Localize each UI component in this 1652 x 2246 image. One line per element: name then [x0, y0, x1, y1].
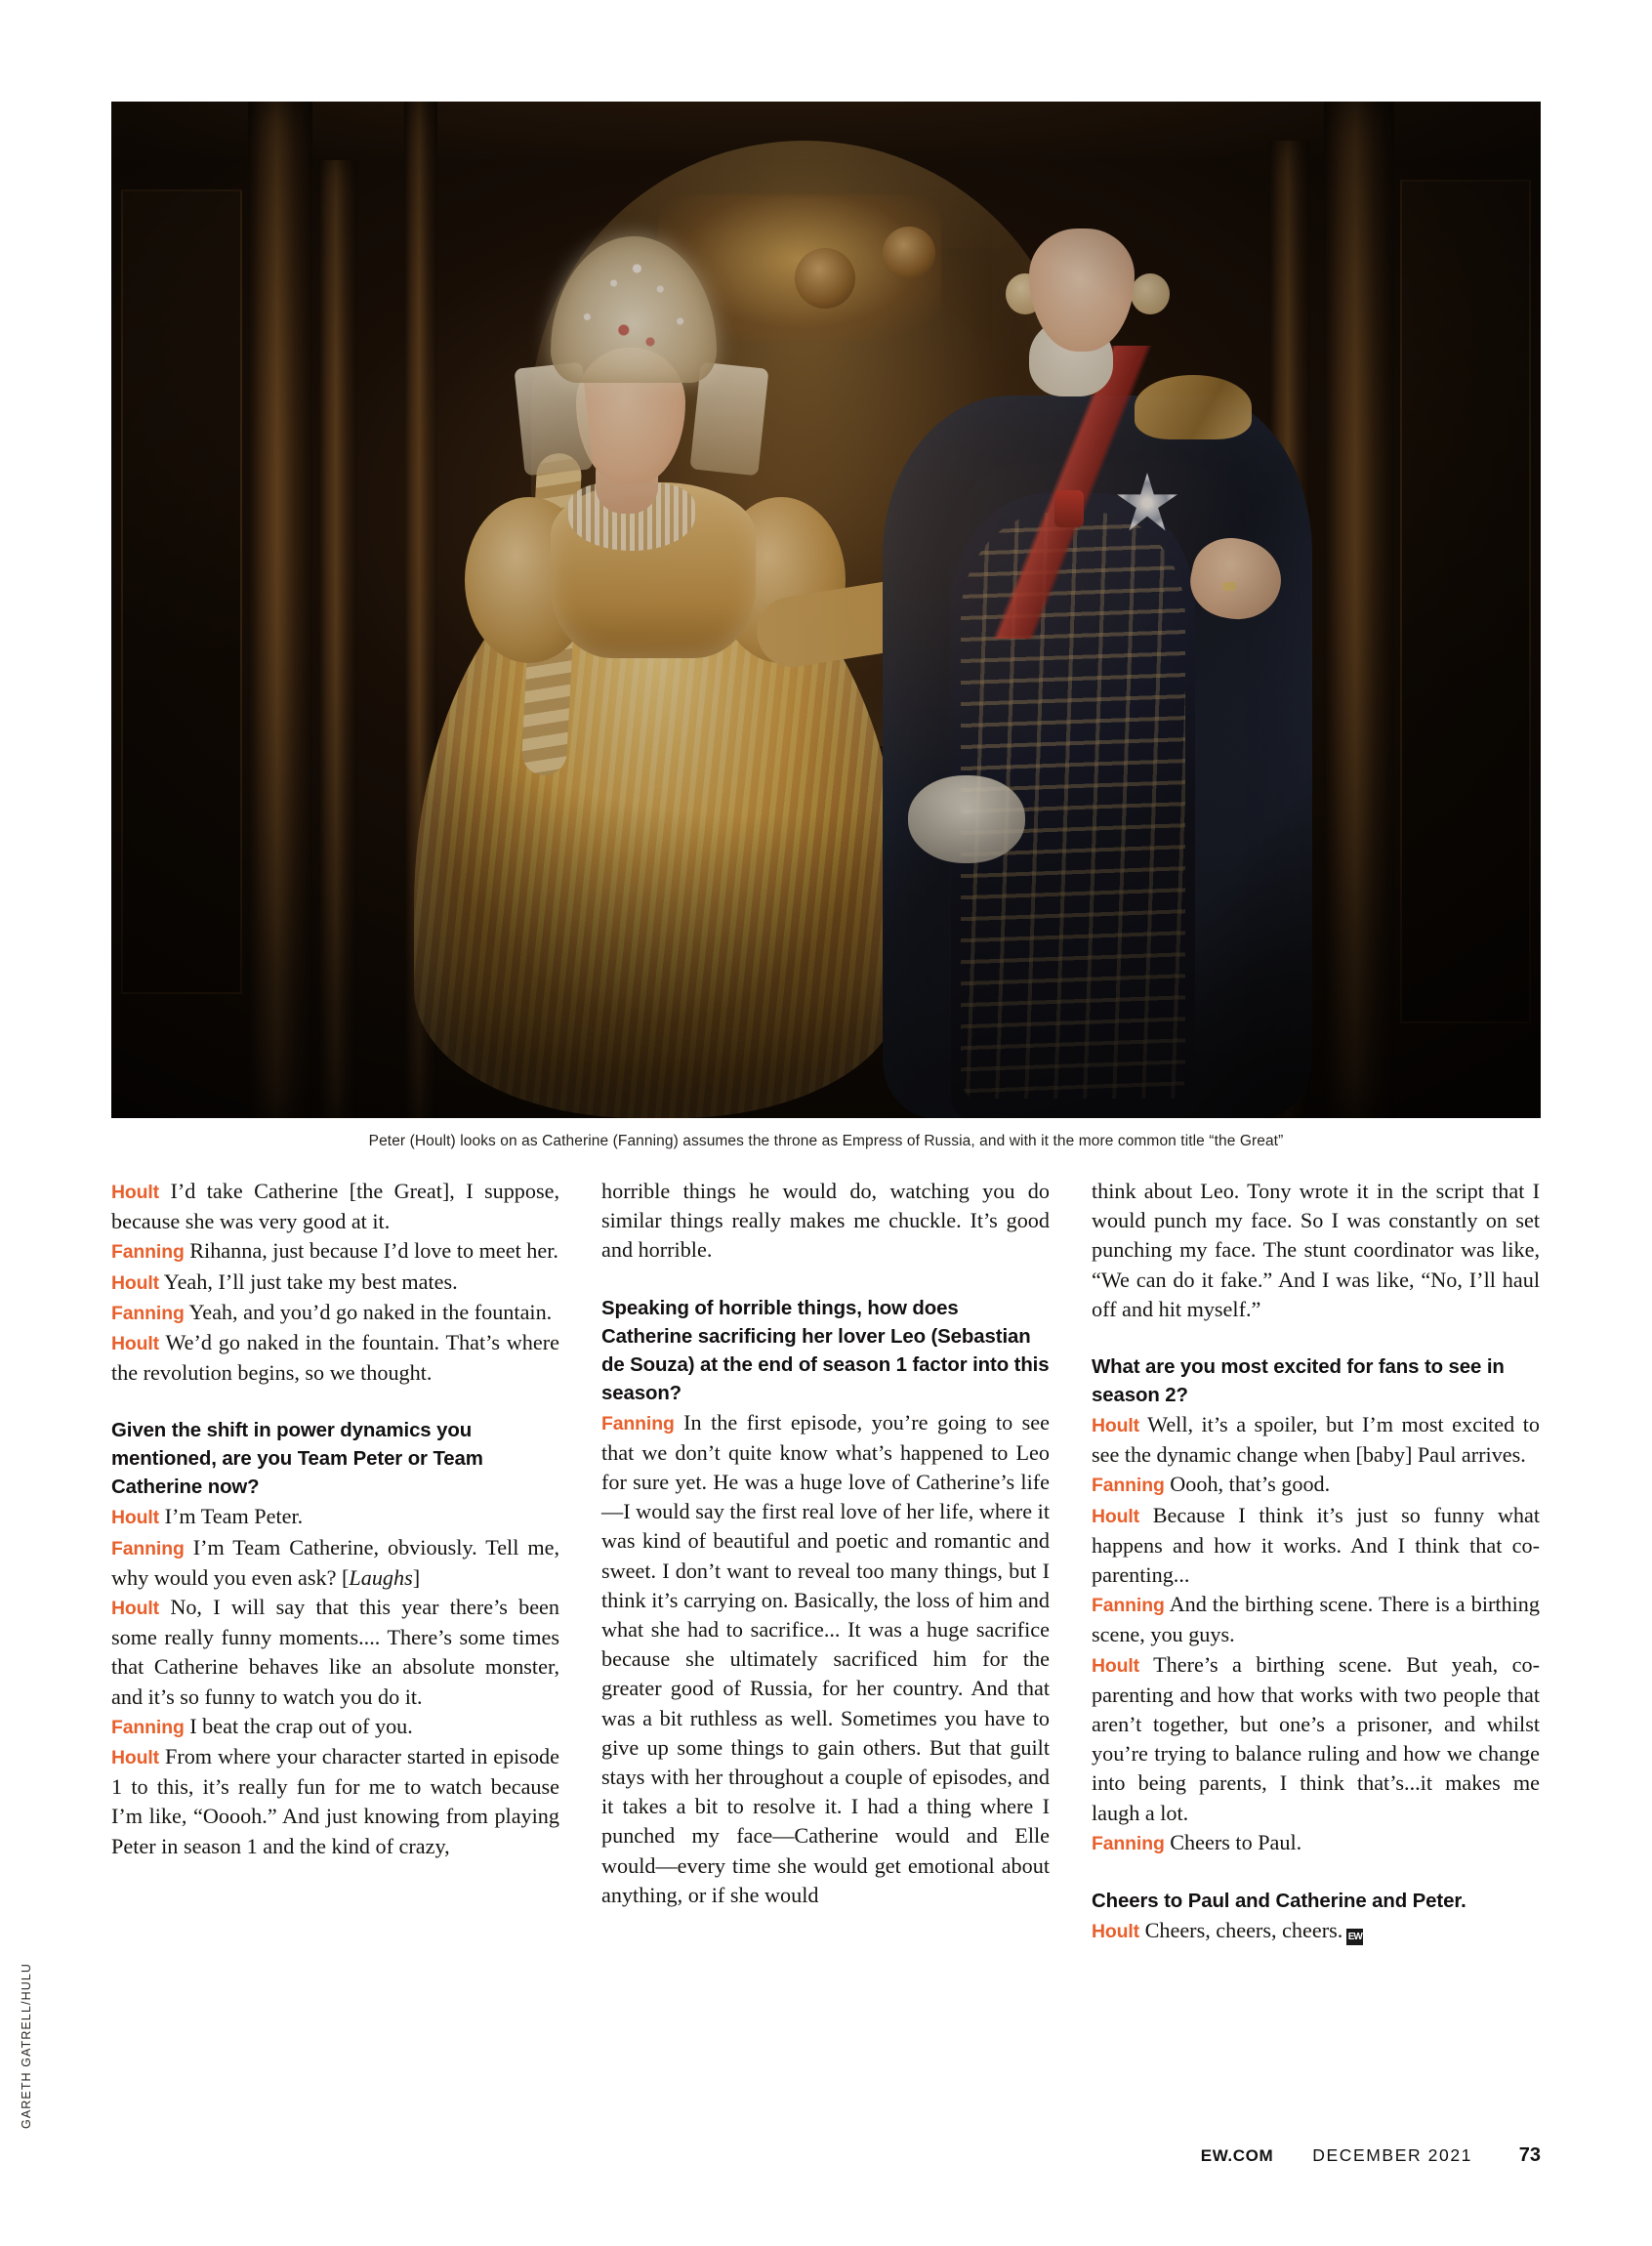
- article-body: [111, 1177, 1541, 1946]
- footer-site-url: EW.COM: [1200, 2146, 1274, 2165]
- interview-question: Speaking of horrible things, how does Catherine sacrificing her lover Leo (Sebastian de Souza) at the end of season 1 factor into this season?: [601, 1297, 1050, 1404]
- speaker-label: Fanning: [601, 1412, 675, 1435]
- photo-credit-text: GARETH GATRELL/HULU: [20, 1962, 33, 2129]
- interview-answer: Fanning Yeah, and you’d go naked in the fountain.: [111, 1299, 553, 1324]
- photo-credit: [20, 1660, 55, 2129]
- interview-answer: Fanning Oooh, that’s good.: [1092, 1472, 1331, 1497]
- speaker-label: Hoult: [111, 1507, 160, 1529]
- interview-answer: Hoult Because I think it’s just so funny what happens and how it works. And I think that co-parenting...: [1092, 1502, 1540, 1588]
- footer-page-number: 73: [1518, 2144, 1541, 2166]
- interview-answer: Hoult I’m Team Peter.: [111, 1504, 304, 1529]
- interview-answer: Hoult Cheers, cheers, cheers. EW: [1092, 1916, 1540, 1946]
- speaker-label: Hoult: [1092, 1415, 1140, 1437]
- interview-answer: Hoult I’d take Catherine [the Great], I suppose, because she was very good at it.: [111, 1179, 560, 1234]
- speaker-label: Hoult: [111, 1271, 160, 1294]
- interview-answer: Fanning I beat the crap out of you.: [111, 1713, 413, 1738]
- speaker-label: Fanning: [111, 1241, 185, 1264]
- speaker-label: Fanning: [111, 1302, 185, 1324]
- interview-answer: Hoult From where your character started in episode 1 to this, it’s really fun for me to watch because I’m like, “Ooooh.” And just knowing from playing Peter in season 1 and the kind of crazy,: [111, 1744, 559, 1858]
- interview-answer: Fanning Rihanna, just because I’d love to meet her.: [111, 1238, 558, 1264]
- interview-answer: Fanning I’m Team Catherine, obviously. Tell me, why would you even ask? [Laughs]: [111, 1534, 560, 1590]
- article-photo-figure: [111, 102, 1541, 1118]
- interview-answer: Fanning And the birthing scene. There is a birthing scene, you guys.: [1092, 1592, 1540, 1647]
- speaker-label: Fanning: [111, 1716, 185, 1738]
- paragraph-continuation: think about Leo. Tony wrote it in the script that I would punch my face. So I was constantly on set punching my face. The stunt coordinator was like, “We can do it fake.” And I was like, “No, I’ll haul off and hit myself.”: [1092, 1179, 1540, 1321]
- paragraph-continuation: horrible things he would do, watching you do similar things really makes me chuckle. It’s good and horrible.: [601, 1179, 1050, 1263]
- speaker-label: Hoult: [111, 1747, 160, 1769]
- speaker-label: Fanning: [1092, 1475, 1165, 1497]
- speaker-label: Hoult: [111, 1182, 160, 1203]
- text-column-3: [1092, 1177, 1540, 1946]
- interview-answer: Hoult There’s a birthing scene. But yeah, co-parenting and how that works with two people that aren’t together, but one’s a prisoner, and whilst you’re trying to balance ruling and how we change into being parents, I think that’s...it makes me laugh a lot.: [1092, 1651, 1540, 1825]
- speaker-label: Fanning: [1092, 1832, 1165, 1854]
- interview-question: What are you most excited for fans to see in season 2?: [1092, 1356, 1505, 1407]
- stage-direction: Laughs: [349, 1564, 413, 1590]
- speaker-label: Fanning: [1092, 1595, 1165, 1617]
- speaker-label: Hoult: [1092, 1654, 1140, 1677]
- ew-endmark-icon: EW: [1346, 1929, 1363, 1945]
- interview-answer: Hoult Well, it’s a spoiler, but I’m most excited to see the dynamic change when [baby] Paul arrives.: [1092, 1412, 1540, 1468]
- text-column-2: [601, 1177, 1050, 1946]
- speaker-label: Fanning: [111, 1537, 185, 1560]
- text-column-1: [111, 1177, 559, 1946]
- interview-answer: Hoult Yeah, I’ll just take my best mates.: [111, 1269, 458, 1294]
- interview-question: Given the shift in power dynamics you mentioned, are you Team Peter or Team Catherine now?: [111, 1420, 483, 1499]
- page-footer: [111, 2144, 1541, 2167]
- speaker-label: Hoult: [1092, 1921, 1140, 1943]
- interview-answer: Hoult No, I will say that this year there’s been some really funny moments.... There’s some times that Catherine behaves like an absolute monster, and it’s so funny to watch you do it.: [111, 1595, 560, 1709]
- speaker-label: Hoult: [1092, 1505, 1140, 1527]
- interview-question: Cheers to Paul and Catherine and Peter.: [1092, 1891, 1466, 1913]
- photo-caption: Peter (Hoult) looks on as Catherine (Fanning) assumes the throne as Empress of Russia, and with it the more common title “the Great”: [368, 1133, 1284, 1149]
- speaker-label: Hoult: [111, 1598, 160, 1620]
- interview-answer: Fanning In the first episode, you’re going to see that we don’t quite know what’s happened to Leo for sure yet. He was a huge love of Catherine’s life—I would say the first real love of her life, where it was kind of beautiful and poetic and romantic and sweet. I don’t want to reveal too many things, but I think it’s carrying on. Basically, the loss of him and what she had to sacrifice... It was a huge sacrifice because she ultimately sacrificed him for the greater good of Russia, for her country. And that was a bit ruthless as well. Sometimes you have to give up some things to gain others. But that guilt stays with her throughout a couple of episodes, and it takes a bit to resolve it. I had a thing where I punched my face—Catherine would and Elle would—every time she would get emotional about anything, or if she would: [601, 1409, 1051, 1907]
- photo-vignette: [111, 102, 1541, 1118]
- footer-issue-date: DECEMBER 2021: [1312, 2145, 1472, 2165]
- interview-answer: Fanning Cheers to Paul.: [1092, 1829, 1302, 1854]
- article-photo: [111, 102, 1541, 1118]
- speaker-label: Hoult: [111, 1333, 160, 1355]
- interview-answer: Hoult We’d go naked in the fountain. That’s where the revolution begins, so we thought.: [111, 1330, 559, 1386]
